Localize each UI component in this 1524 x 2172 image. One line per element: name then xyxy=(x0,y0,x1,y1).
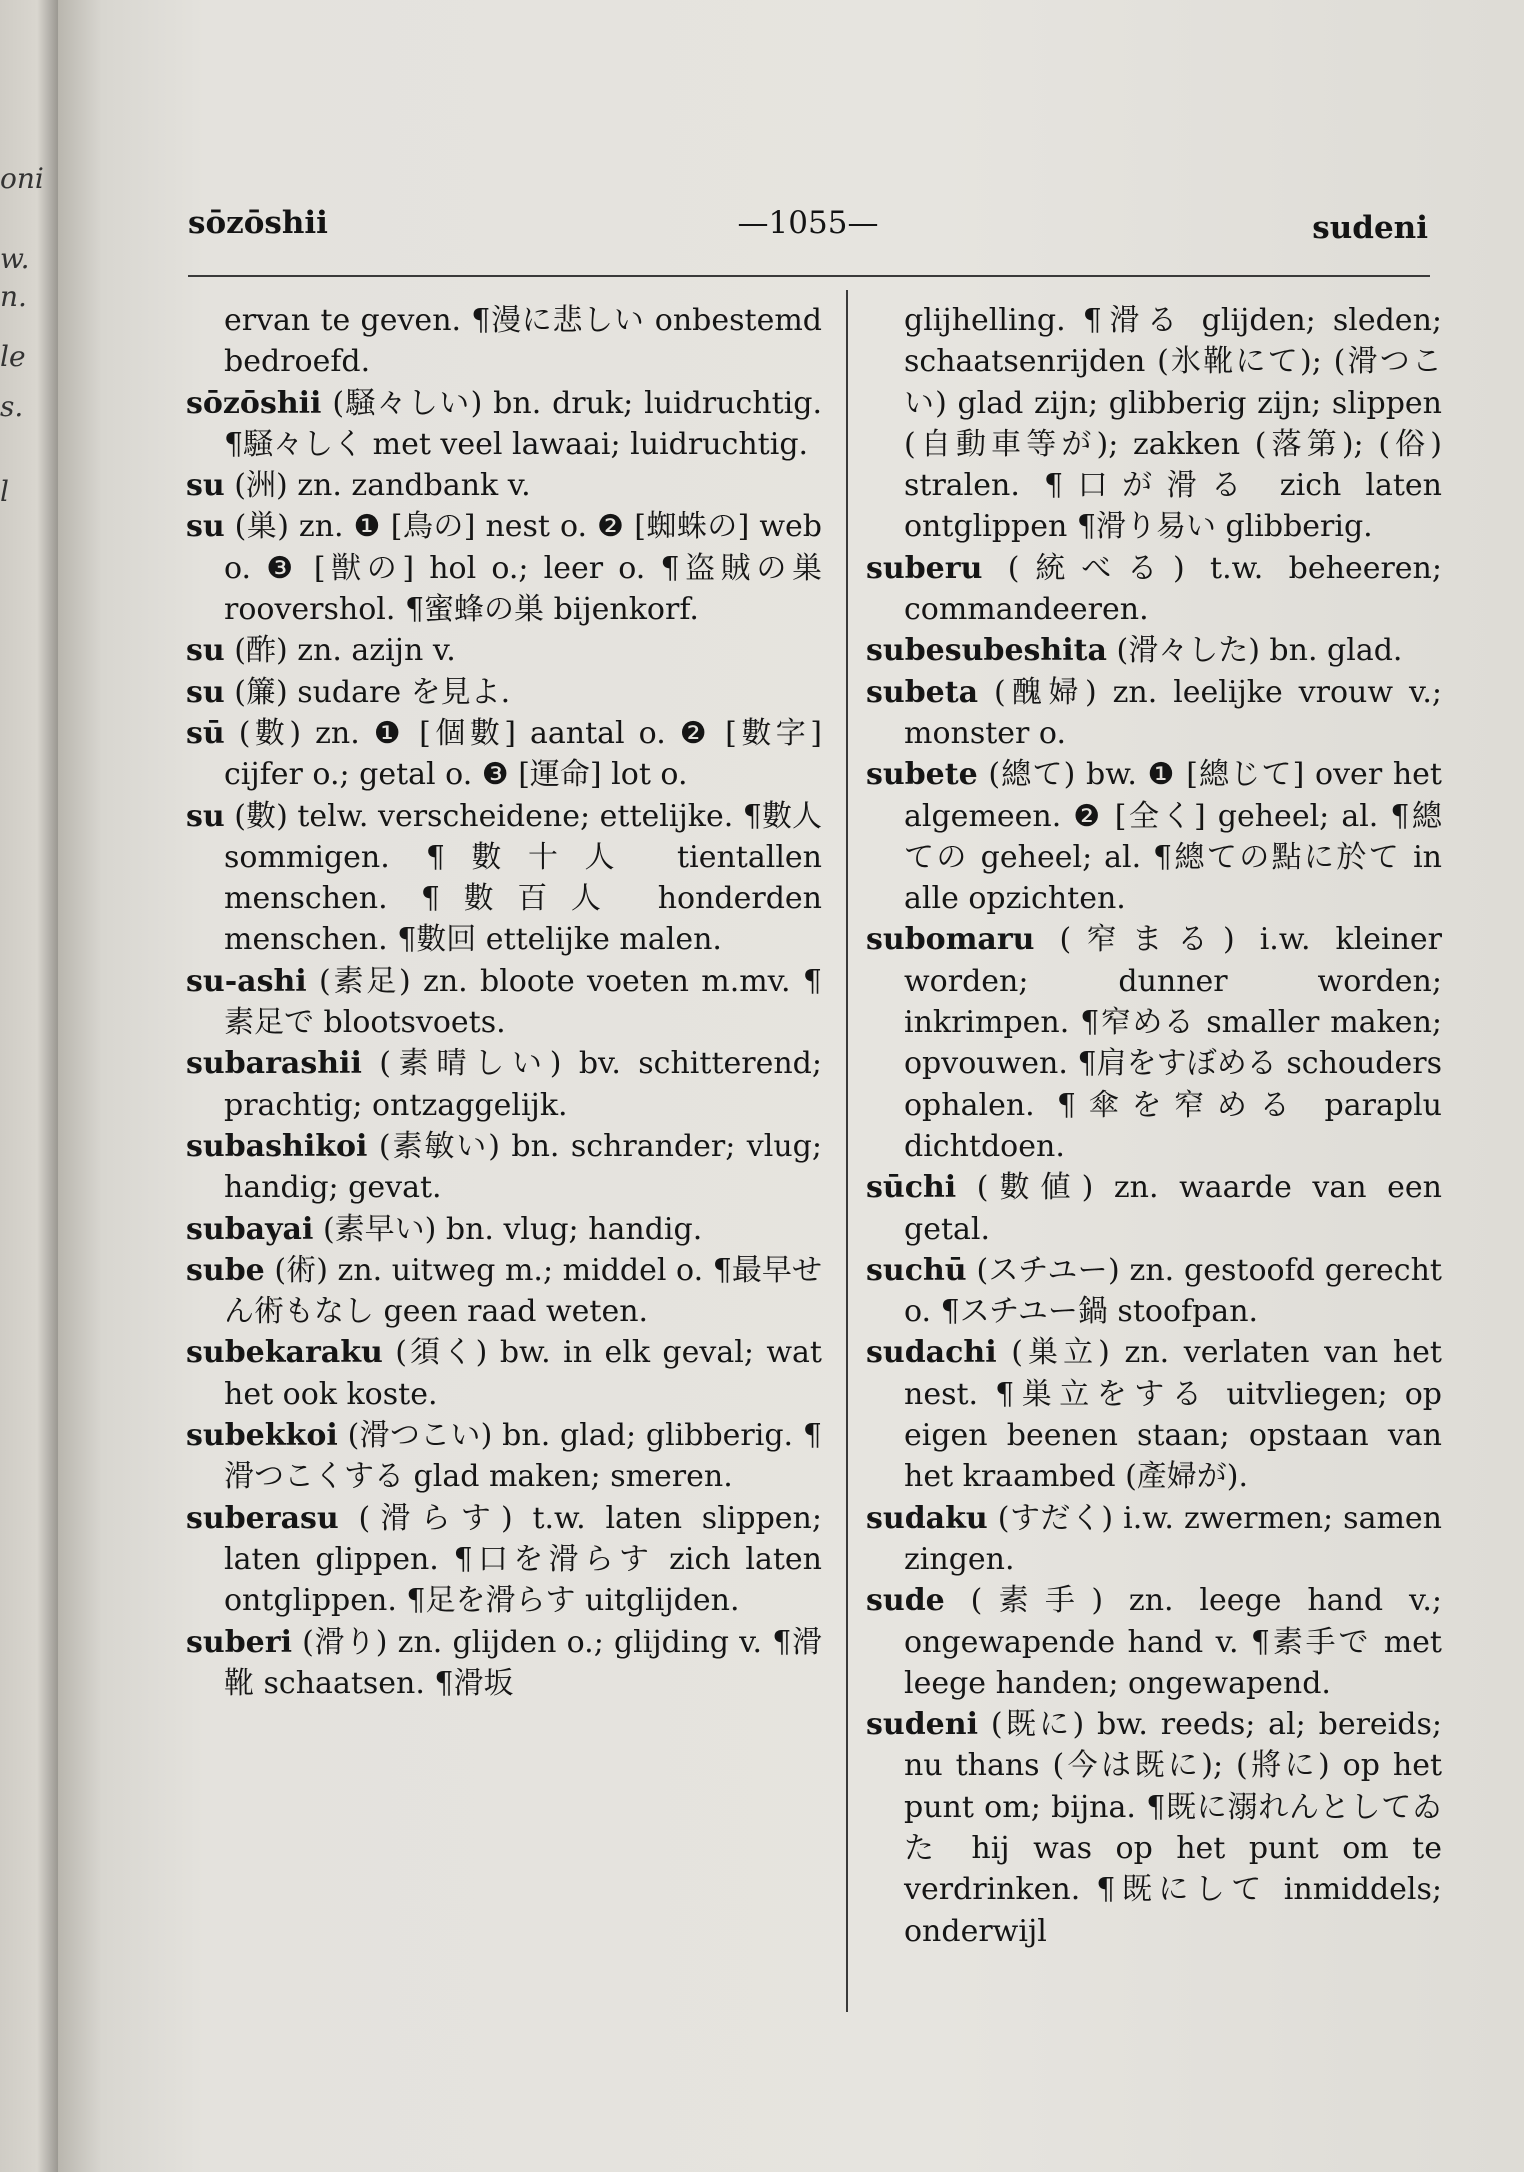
entry-headword: subesubeshita xyxy=(866,633,1107,669)
entry-headword: suberi xyxy=(186,1624,292,1660)
entry-text: (簾) sudare を見よ. xyxy=(234,674,511,710)
dictionary-entry xyxy=(866,919,1442,1167)
dictionary-entry xyxy=(186,506,822,630)
entry-headword: su xyxy=(186,468,225,504)
entry-text: (醜婦) zn. leelijke vrouw v.; monster o. xyxy=(904,674,1442,751)
entry-text: (滑々した) bn. glad. xyxy=(1116,633,1403,669)
prev-page-fragment: l xyxy=(0,475,9,508)
dictionary-entry xyxy=(186,672,822,713)
dictionary-entry xyxy=(186,1332,822,1415)
dictionary-entry xyxy=(866,300,1442,548)
dictionary-entry xyxy=(866,1167,1442,1250)
entry-headword: subomaru xyxy=(866,922,1035,958)
right-column xyxy=(866,300,1442,2020)
entry-text: (數) telw. verscheidene; ettelijke. ¶數人 sommigen. ¶數十人 tientallen menschen. ¶數百人 honderden menschen. ¶數回 ettelijke malen. xyxy=(224,798,822,958)
entry-headword: suberu xyxy=(866,550,983,586)
entry-text: (既に) bw. reeds; al; bereids; nu thans (今は既に); (將に) op het punt om; bijna. ¶既に溺れんとしてゐた hij was op het punt om te verdrinken. ¶既にして inmiddels; onderwijl xyxy=(904,1707,1442,1949)
dictionary-entry xyxy=(186,1126,822,1209)
entry-text: (スチユー) zn. gestoofd gerecht o. ¶スチユー鍋 stoofpan. xyxy=(904,1252,1442,1330)
dictionary-entry xyxy=(186,465,822,506)
entry-headword: su-ashi xyxy=(186,963,307,999)
prev-page-fragment: le xyxy=(0,340,26,373)
dictionary-entry xyxy=(866,754,1442,919)
entry-headword: sudachi xyxy=(866,1335,997,1371)
dictionary-entry xyxy=(866,1704,1442,1952)
entry-text: (數) zn. ❶ [個數] aantal o. ❷ [數字] cijfer o.; getal o. ❸ [運命] lot o. xyxy=(224,715,822,793)
entry-text: (素敏い) bn. schrander; vlug; handig; gevat. xyxy=(224,1128,822,1206)
entry-text: (素晴しい) bv. schitterend; prachtig; ontzaggelijk. xyxy=(224,1046,822,1123)
left-guide-word: sōzōshii xyxy=(188,205,328,241)
dictionary-entry xyxy=(186,1250,822,1333)
entry-headword: sudeni xyxy=(866,1707,978,1743)
dictionary-entry xyxy=(186,383,822,466)
page-header xyxy=(188,205,1428,255)
entry-text: (素足) zn. bloote voeten m.mv. ¶素足で blootsvoets. xyxy=(224,963,822,1041)
right-guide-word: sudeni xyxy=(1312,210,1428,246)
entry-headword: subeta xyxy=(866,674,979,710)
entry-headword: su xyxy=(186,509,225,545)
entry-headword: subekkoi xyxy=(186,1418,338,1454)
entry-headword: su xyxy=(186,674,225,710)
dictionary-entry xyxy=(186,630,822,671)
entry-text: (須く) bw. in elk geval; wat het ook koste. xyxy=(224,1335,822,1412)
dictionary-entry xyxy=(866,672,1442,755)
dictionary-entry xyxy=(186,1209,822,1250)
dictionary-entry xyxy=(186,961,822,1044)
entry-text: (窄まる) i.w. kleiner worden; dunner worden; inkrimpen. ¶窄める smaller maken; opvouwen. ¶肩をすぼめる schouders ophalen. ¶傘を窄める paraplu dichtdoen. xyxy=(904,922,1442,1164)
dictionary-entry xyxy=(186,1415,822,1498)
dictionary-page xyxy=(58,0,1524,2172)
entry-headword: subete xyxy=(866,757,978,793)
dictionary-entry xyxy=(866,1332,1442,1497)
previous-page-edge xyxy=(0,0,62,2172)
entry-text: (總て) bw. ❶ [總じて] over het algemeen. ❷ [全く] geheel; al. ¶總ての geheel; al. ¶總ての點に於て in alle opzichten. xyxy=(904,757,1442,917)
entry-headword: su xyxy=(186,633,225,669)
entry-text: (數値) zn. waarde van een getal. xyxy=(904,1170,1442,1247)
prev-page-fragment: oni xyxy=(0,162,44,195)
entry-text: (巣立) zn. verlaten van het nest. ¶巣立をする uitvliegen; op eigen beenen staan; opstaan van het kraambed (產婦が). xyxy=(904,1335,1442,1495)
prev-page-fragment: n. xyxy=(0,280,27,313)
entry-text: (酢) zn. azijn v. xyxy=(234,633,456,669)
entry-headword: sū xyxy=(186,715,225,751)
entry-text: ervan te geven. ¶漫に悲しい onbestemd bedroefd. xyxy=(224,303,822,380)
entry-text: (滑つこい) bn. glad; glibberig. ¶滑つこくする glad maken; smeren. xyxy=(224,1418,822,1495)
entry-headword: subekaraku xyxy=(186,1335,383,1371)
left-column xyxy=(186,300,822,2020)
entry-headword: subayai xyxy=(186,1211,314,1247)
entry-headword: subashikoi xyxy=(186,1128,368,1164)
dictionary-entry xyxy=(186,1498,822,1622)
entry-text: (洲) zn. zandbank v. xyxy=(234,468,531,504)
dictionary-entry xyxy=(186,1622,822,1705)
entry-text: (術) zn. uitweg m.; middel o. ¶最早せん術もなし geen raad weten. xyxy=(224,1252,822,1330)
header-rule xyxy=(188,275,1430,277)
entry-text: (滑り) zn. glijden o.; glijding v. ¶滑靴 schaatsen. ¶滑坂 xyxy=(224,1624,822,1701)
entry-headword: sōzōshii xyxy=(186,385,322,421)
prev-page-fragment: w. xyxy=(0,242,30,275)
entry-text: (騒々しい) bn. druk; luidruchtig. ¶騒々しく met veel lawaai; luidruchtig. xyxy=(224,385,822,462)
dictionary-entry xyxy=(186,796,822,961)
entry-headword: sūchi xyxy=(866,1170,957,1206)
dictionary-entry xyxy=(186,300,822,383)
entry-headword: su xyxy=(186,798,225,834)
column-divider xyxy=(846,290,848,2012)
entry-text: (巣) zn. ❶ [鳥の] nest o. ❷ [蜘蛛の] web o. ❸ [獣の] hol o.; leer o. ¶盗賊の巣 roovershol. ¶蜜蜂の巣 bijenkorf. xyxy=(224,509,822,628)
prev-page-fragment: s. xyxy=(0,390,24,423)
entry-text: (素手) zn. leege hand v.; ongewapende hand v. ¶素手で met leege handen; ongewapend. xyxy=(904,1583,1442,1701)
entry-text: (すだく) i.w. zwermen; samen zingen. xyxy=(904,1500,1442,1577)
entry-headword: suberasu xyxy=(186,1500,339,1536)
entry-headword: subarashii xyxy=(186,1046,362,1082)
dictionary-entry xyxy=(866,630,1442,671)
dictionary-entry xyxy=(186,713,822,796)
dictionary-entry xyxy=(866,1250,1442,1333)
dictionary-entry xyxy=(866,1580,1442,1704)
entry-headword: suchū xyxy=(866,1252,967,1288)
dictionary-entry xyxy=(186,1043,822,1126)
entry-text: (統べる) t.w. beheeren; commandeeren. xyxy=(904,550,1442,628)
entry-text: glijhelling. ¶滑る glijden; sleden; schaatsenrijden (氷靴にて); (滑つこい) glad zijn; glibberig zijn; slippen (自動車等が); zakken (落第); (俗) stralen. ¶口が滑る zich laten ontglippen ¶滑り易い glibberig. xyxy=(904,303,1442,545)
dictionary-entry xyxy=(866,548,1442,631)
entry-headword: sudaku xyxy=(866,1500,988,1536)
entry-headword: sude xyxy=(866,1583,945,1619)
entry-text: (滑らす) t.w. laten slippen; laten glippen. ¶口を滑らす zich laten ontglippen. ¶足を滑らす uitglijden. xyxy=(224,1500,822,1619)
page-number: —1055— xyxy=(737,205,879,241)
dictionary-entry xyxy=(866,1498,1442,1581)
entry-text: (素早い) bn. vlug; handig. xyxy=(322,1211,703,1247)
entry-headword: sube xyxy=(186,1252,265,1288)
